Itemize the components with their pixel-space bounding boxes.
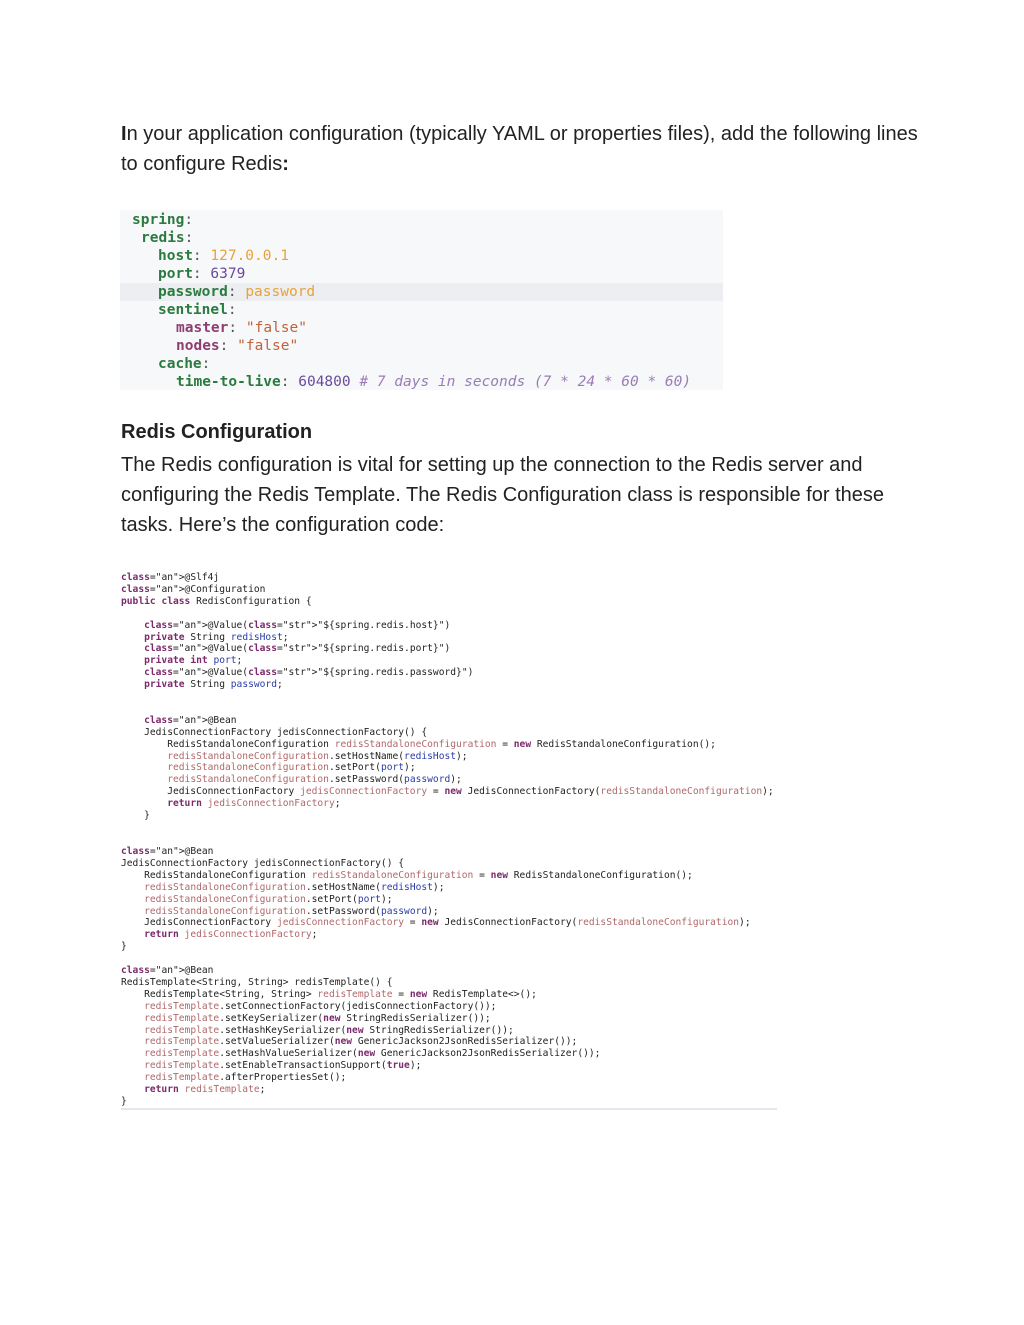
code-line: } [121, 810, 150, 821]
code-line: return redisTemplate; [144, 1084, 266, 1095]
yaml-line-cache: cache: [158, 356, 211, 372]
intro-colon: : [282, 153, 289, 175]
code-line: redisTemplate.setEnableTransactionSupport(true); [144, 1060, 422, 1072]
code-line: return jedisConnectionFactory; [144, 929, 318, 941]
code-line: RedisTemplate<String, String> redisTemplate = new RedisTemplate<>(); [121, 988, 537, 1000]
code-line: redisTemplate.setHashValueSerializer(new GenericJackson2JsonRedisSerializer()); [144, 1048, 601, 1060]
yaml-line-host: host: 127.0.0.1 [158, 248, 289, 264]
code-line: class="an">@Slf4j [121, 572, 220, 583]
yaml-line-nodes: nodes: "false" [176, 338, 299, 354]
code-line: redisStandaloneConfiguration.setHostName(redisHost); [144, 881, 445, 893]
yaml-line-spring: spring: [132, 212, 194, 228]
yaml-line-password: password: password [158, 284, 316, 300]
code-line: class="an">@Configuration [121, 583, 266, 595]
code-line: redisTemplate.setKeySerializer(new StringRedisSerializer()); [144, 1012, 491, 1024]
code-line: JedisConnectionFactory jedisConnectionFactory = new JedisConnectionFactory(redisStandaloneConfiguration); [121, 786, 774, 798]
yaml-line-sentinel: sentinel: [158, 302, 237, 318]
code-line: redisStandaloneConfiguration.setPassword(password); [167, 774, 462, 786]
code-line: RedisTemplate<String, String> redisTemplate() { [121, 976, 393, 988]
code-line: class="an">@Value(class="str">"${spring.redis.port}") [144, 643, 451, 655]
intro-first-letter: I [121, 123, 127, 145]
code-line: RedisStandaloneConfiguration redisStandaloneConfiguration = new RedisStandaloneConfiguration(); [121, 869, 693, 881]
intro-text: n your application configuration (typically YAML or properties files), add the following lines to configure Redis [121, 123, 918, 175]
code-line: redisTemplate.afterPropertiesSet(); [144, 1072, 347, 1084]
code-line: class="an">@Bean [121, 965, 214, 976]
code-line: redisTemplate.setHashKeySerializer(new StringRedisSerializer()); [144, 1024, 514, 1036]
code-line: private int port; [144, 655, 243, 667]
code-line: private String redisHost; [144, 631, 289, 643]
java-code-block-1 [121, 572, 801, 821]
code-line: } [121, 1095, 127, 1107]
code-line: public class RedisConfiguration { [121, 595, 312, 607]
yaml-line-ttl: time-to-live: 604800 # 7 days in seconds (7 * 24 * 60 * 60) [176, 374, 692, 390]
code-line: JedisConnectionFactory jedisConnectionFactory() { [121, 857, 405, 869]
java-code-block-2 [121, 846, 777, 1110]
code-line: redisStandaloneConfiguration.setPassword(password); [144, 905, 439, 917]
yaml-code-block [120, 210, 723, 390]
code-line: class="an">@Value(class="str">"${spring.redis.host}") [144, 619, 451, 631]
code-line: return jedisConnectionFactory; [167, 798, 341, 810]
code-line: class="an">@Value(class="str">"${spring.redis.password}") [144, 667, 474, 679]
section-body: The Redis configuration is vital for setting up the connection to the Redis server and configuring the Redis Template. The Redis Configuration class is responsible for these tasks. Here’s the configuration code: [121, 454, 885, 536]
code-line: redisStandaloneConfiguration.setPort(port); [167, 762, 416, 774]
code-line: JedisConnectionFactory jedisConnectionFactory() { [121, 726, 428, 738]
code-line: redisStandaloneConfiguration.setPort(port); [144, 893, 393, 905]
code-line: class="an">@Bean [144, 714, 237, 726]
code-line: redisTemplate.setConnectionFactory(jedisConnectionFactory()); [144, 1000, 497, 1012]
yaml-line-port: port: 6379 [158, 266, 246, 282]
yaml-line-master: master: "false" [176, 320, 307, 336]
code-line: class="an">@Bean [121, 846, 214, 857]
code-line: RedisStandaloneConfiguration redisStandaloneConfiguration = new RedisStandaloneConfiguration(); [121, 738, 716, 750]
yaml-line-redis: redis: [141, 230, 194, 246]
code-line: JedisConnectionFactory jedisConnectionFactory = new JedisConnectionFactory(redisStandaloneConfiguration); [121, 917, 751, 929]
code-line: private String password; [144, 679, 283, 691]
section-heading: Redis Configuration [121, 421, 313, 443]
code-line: redisStandaloneConfiguration.setHostName(redisHost); [167, 750, 468, 762]
code-line: redisTemplate.setValueSerializer(new GenericJackson2JsonRedisSerializer()); [144, 1036, 578, 1048]
intro-paragraph [121, 119, 921, 179]
code-line: } [121, 941, 127, 953]
